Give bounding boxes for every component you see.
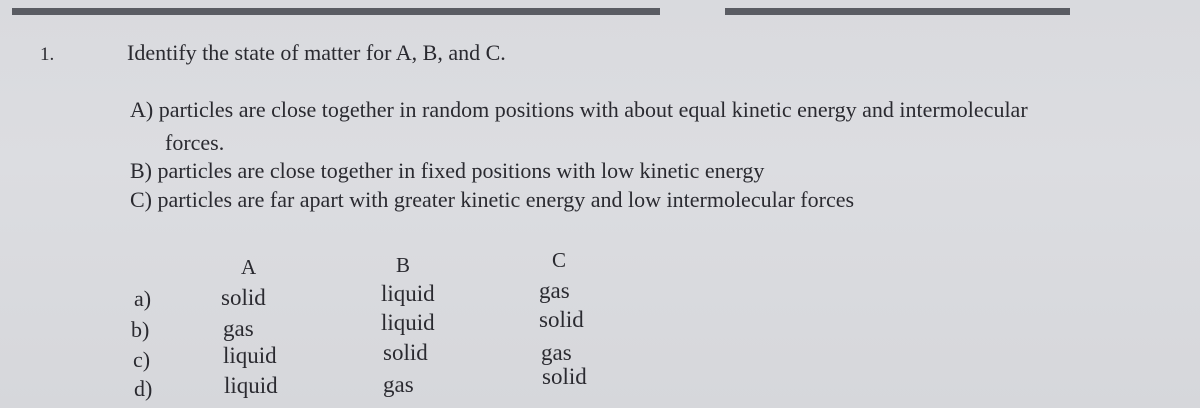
- option-a-cell-b: liquid: [381, 281, 435, 306]
- option-d-cell-a: liquid: [224, 373, 278, 398]
- option-b-label[interactable]: b): [131, 317, 150, 342]
- option-c-cell-c: gas: [541, 340, 572, 365]
- option-a-cell-a: solid: [221, 285, 266, 310]
- statement-c-letter: C): [130, 187, 152, 212]
- table-header-b: B: [396, 253, 411, 277]
- option-c-cell-a: liquid: [223, 343, 277, 368]
- option-d-label[interactable]: d): [134, 376, 153, 401]
- option-b-cell-b: liquid: [381, 310, 435, 335]
- option-d-cell-c: solid: [542, 364, 587, 389]
- statement-c: [130, 187, 854, 213]
- option-a-cell-c: gas: [539, 278, 570, 303]
- top-rule-left: [12, 8, 660, 15]
- question-prompt: Identify the state of matter for A, B, and C.: [127, 40, 506, 65]
- statement-b-text: particles are close together in fixed positions with low kinetic energy: [157, 158, 765, 183]
- statement-b-letter: B): [130, 158, 152, 183]
- option-c-label[interactable]: c): [133, 347, 151, 372]
- top-rule-right: [725, 8, 1070, 15]
- option-d-cell-b: gas: [383, 372, 414, 397]
- table-header-c: C: [552, 248, 567, 272]
- option-b-cell-a: gas: [223, 316, 254, 341]
- option-b-cell-c: solid: [539, 307, 584, 332]
- statement-a: [130, 97, 1028, 123]
- statement-c-text: particles are far apart with greater kinetic energy and low intermolecular forces: [157, 187, 855, 212]
- question-number: 1.: [40, 44, 55, 65]
- statement-b: [130, 158, 764, 184]
- statement-a-letter: A): [130, 97, 154, 122]
- statement-a-continuation: forces.: [165, 130, 225, 155]
- option-c-cell-b: solid: [383, 340, 428, 365]
- table-header-a: A: [241, 255, 257, 279]
- option-a-label[interactable]: a): [134, 286, 152, 311]
- statement-a-text: particles are close together in random positions with about equal kinetic energy and intermolecular: [158, 97, 1028, 122]
